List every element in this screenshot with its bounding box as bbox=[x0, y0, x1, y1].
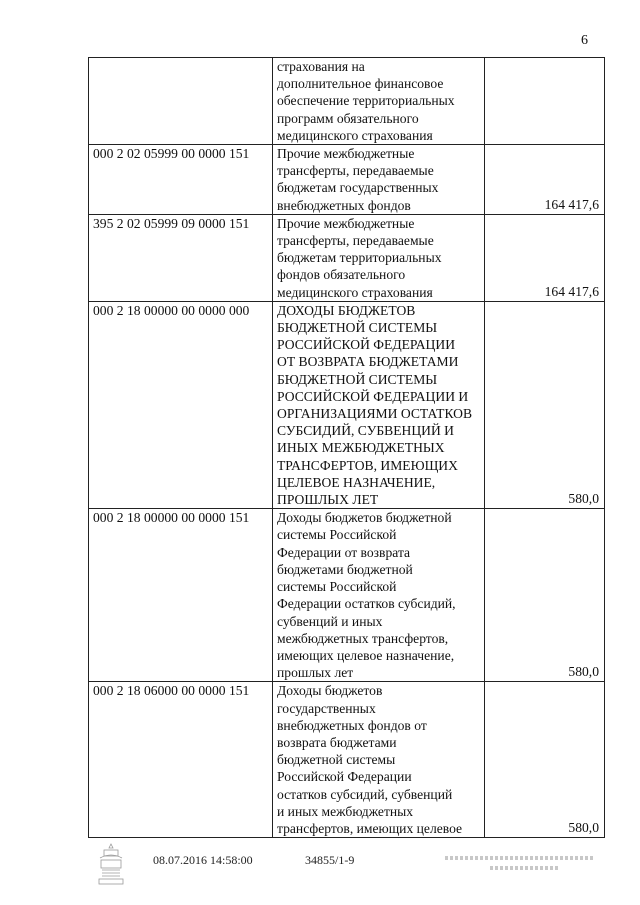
name-line: РОССИЙСКОЙ ФЕДЕРАЦИИ И bbox=[277, 388, 469, 404]
table-row bbox=[89, 58, 605, 145]
code-cell: 000 2 18 06000 00 0000 151 bbox=[89, 682, 273, 838]
stamp-icon bbox=[96, 842, 126, 886]
name-line: Федерации остатков субсидий, bbox=[277, 596, 456, 612]
name-line: БЮДЖЕТНОЙ СИСТЕМЫ bbox=[277, 371, 438, 387]
name-line: ОТ ВОЗВРАТА БЮДЖЕТАМИ bbox=[277, 354, 459, 370]
name-line: внебюджетных фондов от bbox=[277, 717, 427, 733]
name-line: внебюджетных фондов bbox=[277, 197, 411, 213]
table-row bbox=[89, 301, 605, 508]
name-line: страхования на bbox=[277, 59, 365, 74]
code-cell: 000 2 18 00000 00 0000 000 bbox=[89, 301, 273, 508]
name-line: фондов обязательного bbox=[277, 267, 406, 283]
name-line: Прочие межбюджетные bbox=[277, 215, 415, 231]
name-line: БЮДЖЕТНОЙ СИСТЕМЫ bbox=[277, 320, 438, 336]
amount-cell bbox=[485, 58, 605, 145]
amount-cell: 580,0 bbox=[485, 301, 605, 508]
name-line: Федерации от возврата bbox=[277, 544, 411, 560]
name-line: субвенций и иных bbox=[277, 613, 383, 629]
name-line: ТРАНСФЕРТОВ, ИМЕЮЩИХ bbox=[277, 457, 458, 473]
amount-cell: 580,0 bbox=[485, 509, 605, 682]
name-cell bbox=[273, 509, 485, 682]
name-line: обеспечение территориальных bbox=[277, 93, 455, 109]
table-row bbox=[89, 509, 605, 682]
name-line: системы Российской bbox=[277, 579, 397, 595]
name-cell bbox=[273, 214, 485, 301]
name-line: Доходы бюджетов бюджетной bbox=[277, 510, 452, 526]
name-line: возврата бюджетами bbox=[277, 734, 397, 750]
page-number: 6 bbox=[581, 33, 588, 48]
name-line: трансферты, передаваемые bbox=[277, 233, 434, 249]
amount-cell: 164 417,6 bbox=[485, 214, 605, 301]
name-line: ИНЫХ МЕЖБЮДЖЕТНЫХ bbox=[277, 440, 445, 456]
name-line: межбюджетных трансфертов, bbox=[277, 630, 449, 646]
name-line: Прочие межбюджетные bbox=[277, 146, 415, 162]
name-cell bbox=[273, 682, 485, 838]
name-line: остатков субсидий, субвенций bbox=[277, 786, 453, 802]
name-line: СУБСИДИЙ, СУБВЕНЦИЙ И bbox=[277, 423, 454, 439]
table-row bbox=[89, 214, 605, 301]
name-line: Российской Федерации bbox=[277, 769, 412, 785]
name-cell bbox=[273, 58, 485, 145]
footer-datetime: 08.07.2016 14:58:00 bbox=[153, 853, 253, 867]
name-line: бюджетам государственных bbox=[277, 180, 439, 196]
table-row bbox=[89, 682, 605, 838]
name-line: и иных межбюджетных bbox=[277, 803, 414, 819]
name-line: дополнительное финансовое bbox=[277, 76, 444, 92]
name-cell bbox=[273, 301, 485, 508]
name-line: ЦЕЛЕВОЕ НАЗНАЧЕНИЕ, bbox=[277, 474, 436, 490]
name-line: бюджетами бюджетной bbox=[277, 561, 413, 577]
name-cell bbox=[273, 145, 485, 215]
name-line: трансфертов, имеющих целевое bbox=[277, 820, 463, 836]
revenue-table bbox=[88, 57, 605, 838]
name-line: имеющих целевое назначение, bbox=[277, 647, 455, 663]
name-line: трансферты, передаваемые bbox=[277, 163, 434, 179]
amount-cell: 580,0 bbox=[485, 682, 605, 838]
table-row bbox=[89, 145, 605, 215]
name-line: Доходы бюджетов bbox=[277, 683, 383, 699]
name-line: бюджетной системы bbox=[277, 752, 396, 768]
name-line: государственных bbox=[277, 700, 376, 716]
code-cell: 395 2 02 05999 09 0000 151 bbox=[89, 214, 273, 301]
name-line: медицинского страхования bbox=[277, 284, 433, 300]
code-cell: 000 2 02 05999 00 0000 151 bbox=[89, 145, 273, 215]
faint-signature-line bbox=[490, 866, 560, 870]
name-line: медицинского страхования bbox=[277, 127, 433, 143]
name-line: ОРГАНИЗАЦИЯМИ ОСТАТКОВ bbox=[277, 406, 473, 422]
table-body bbox=[89, 58, 605, 838]
code-cell: 000 2 18 00000 00 0000 151 bbox=[89, 509, 273, 682]
code-cell bbox=[89, 58, 273, 145]
name-line: РОССИЙСКОЙ ФЕДЕРАЦИИ bbox=[277, 337, 456, 353]
name-line: бюджетам территориальных bbox=[277, 250, 442, 266]
amount-cell: 164 417,6 bbox=[485, 145, 605, 215]
name-line: ДОХОДЫ БЮДЖЕТОВ bbox=[277, 302, 416, 318]
name-line: ПРОШЛЫХ ЛЕТ bbox=[277, 492, 379, 508]
name-line: системы Российской bbox=[277, 527, 397, 543]
faint-signature-line bbox=[445, 856, 595, 860]
name-line: прошлых лет bbox=[277, 665, 354, 681]
footer-doc-id: 34855/1-9 bbox=[305, 853, 355, 867]
name-line: программ обязательного bbox=[277, 110, 419, 126]
